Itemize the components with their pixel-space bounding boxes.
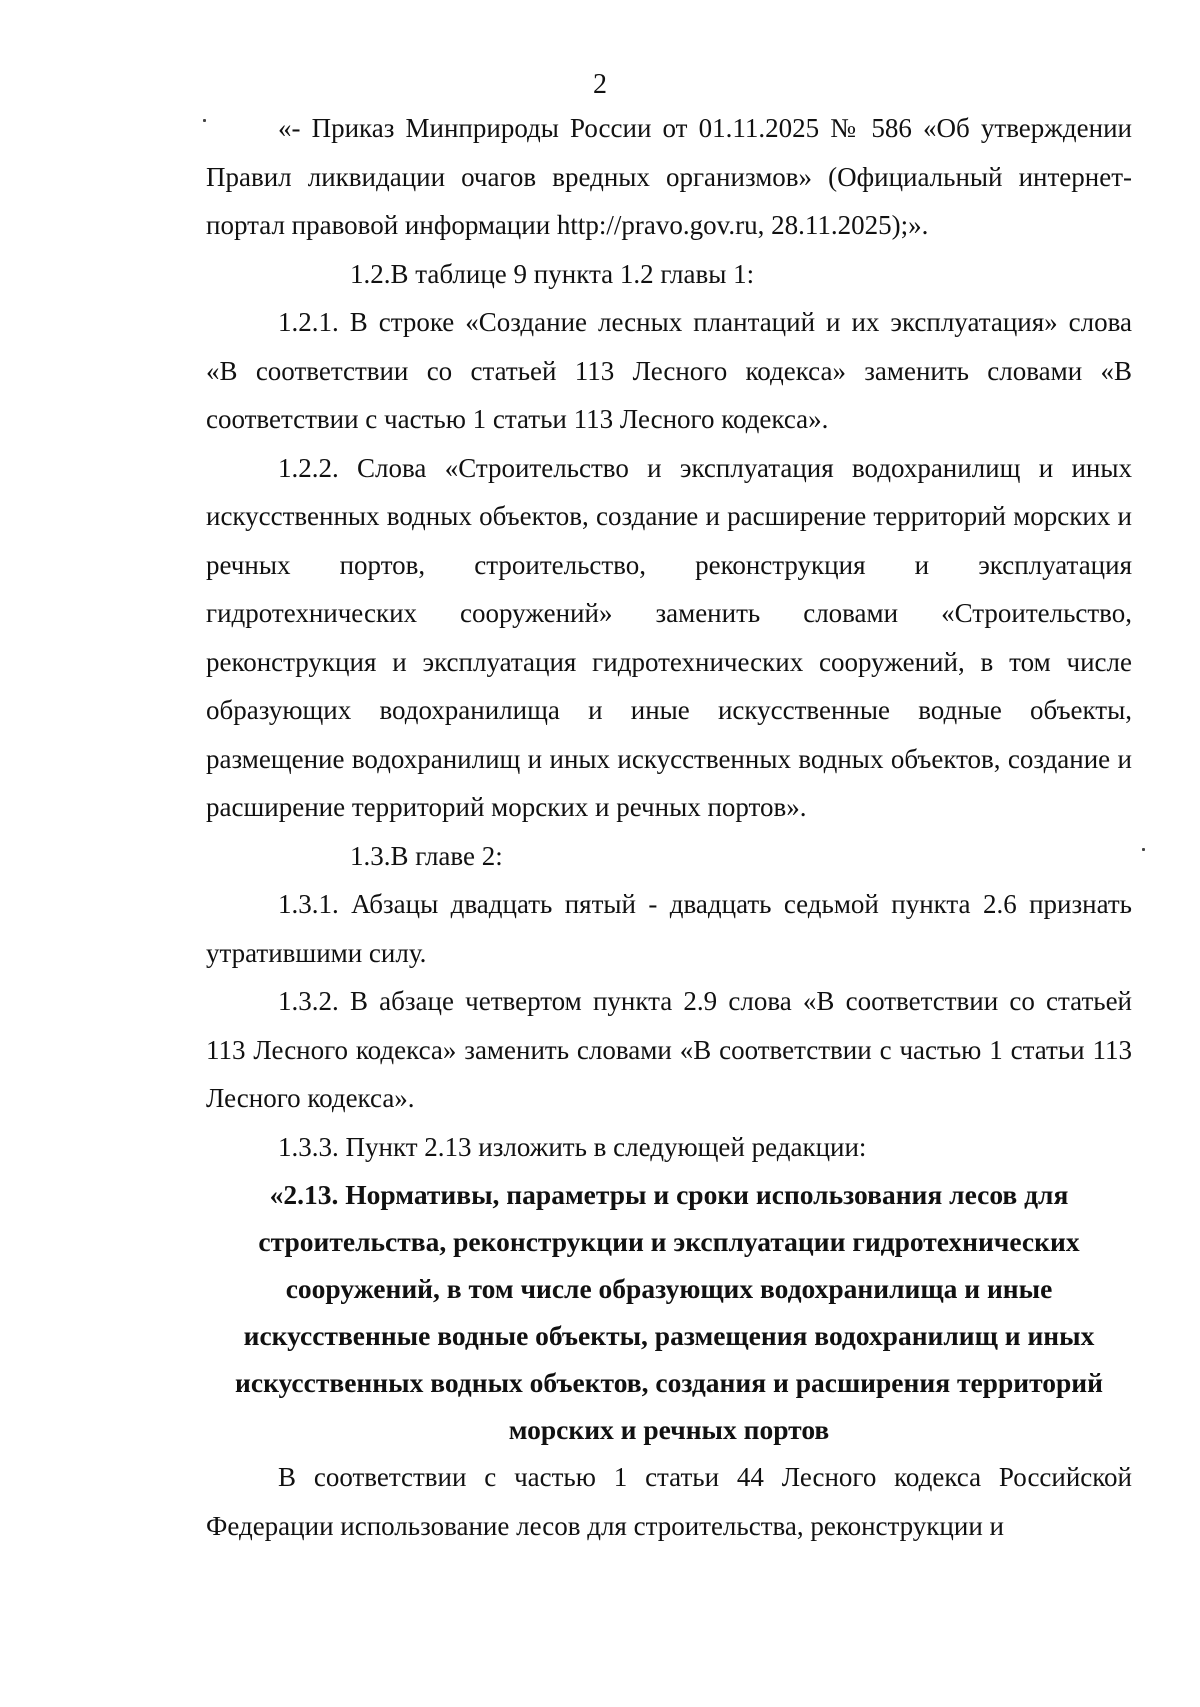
paragraph-order-reference: «- Приказ Минприроды России от 01.11.2025 № 586 «Об утверждении Правил ликвидации очагов вредных организмов» (Официальный интернет-портал правовой информации http://pravo.gov.ru, 28.11.2025);». <box>206 113 1132 240</box>
item-text: В таблице 9 пункта 1.2 главы 1: <box>390 258 755 289</box>
paragraph-1-3-2: 1.3.2. В абзаце четвертом пункта 2.9 слова «В соответствии со статьей 113 Лесного кодекса» заменить словами «В соответствии с частью 1 статьи 113 Лесного кодекса». <box>206 986 1132 1113</box>
section-heading-2-13: «2.13. Нормативы, параметры и сроки использования лесов для строительства, реконструкции и эксплуатации гидротехнических сооружений, в том числе образующих водохранилища и иные искусственные водные объекты, размещения водохранилищ и иных искусственных водных объектов, создания и расширения территорий морских и речных портов <box>235 1179 1103 1445</box>
scan-mark <box>1142 848 1145 851</box>
paragraph-1-2-1: 1.2.1. В строке «Создание лесных плантаций и их эксплуатация» слова «В соответствии со статьей 113 Лесного кодекса» заменить словами «В соответствии с частью 1 статьи 113 Лесного кодекса». <box>206 307 1132 434</box>
item-text: В главе 2: <box>390 840 503 871</box>
document-body <box>206 104 1132 1550</box>
item-number: 1.3. <box>350 840 391 871</box>
item-number: 1.2. <box>350 258 391 289</box>
paragraph-1-2-2: 1.2.2. Слова «Строительство и эксплуатация водохранилищ и иных искусственных водных объектов, создание и расширение территорий морских и речных портов, строительство, реконструкция и эксплуатация гидротехнических сооружений» заменить словами «Строительство, реконструкция и эксплуатация гидротехнических сооружений, в том числе образующих водохранилища и иные искусственные водные объекты, размещение водохранилищ и иных искусственных водных объектов, создание и расширение территорий морских и речных портов». <box>206 452 1132 822</box>
paragraph-1-3-3: 1.3.3. Пункт 2.13 изложить в следующей редакции: <box>278 1131 867 1162</box>
scan-mark <box>203 119 206 122</box>
paragraph-section-body: В соответствии с частью 1 статьи 44 Лесного кодекса Российской Федерации использование лесов для строительства, реконструкции и <box>206 1462 1132 1541</box>
paragraph-1-3-1: 1.3.1. Абзацы двадцать пятый - двадцать седьмой пункта 2.6 признать утратившими силу. <box>206 889 1132 968</box>
paragraph-1-2 <box>206 250 1132 299</box>
page-number: 2 <box>593 69 607 100</box>
paragraph-1-3 <box>206 832 1132 881</box>
